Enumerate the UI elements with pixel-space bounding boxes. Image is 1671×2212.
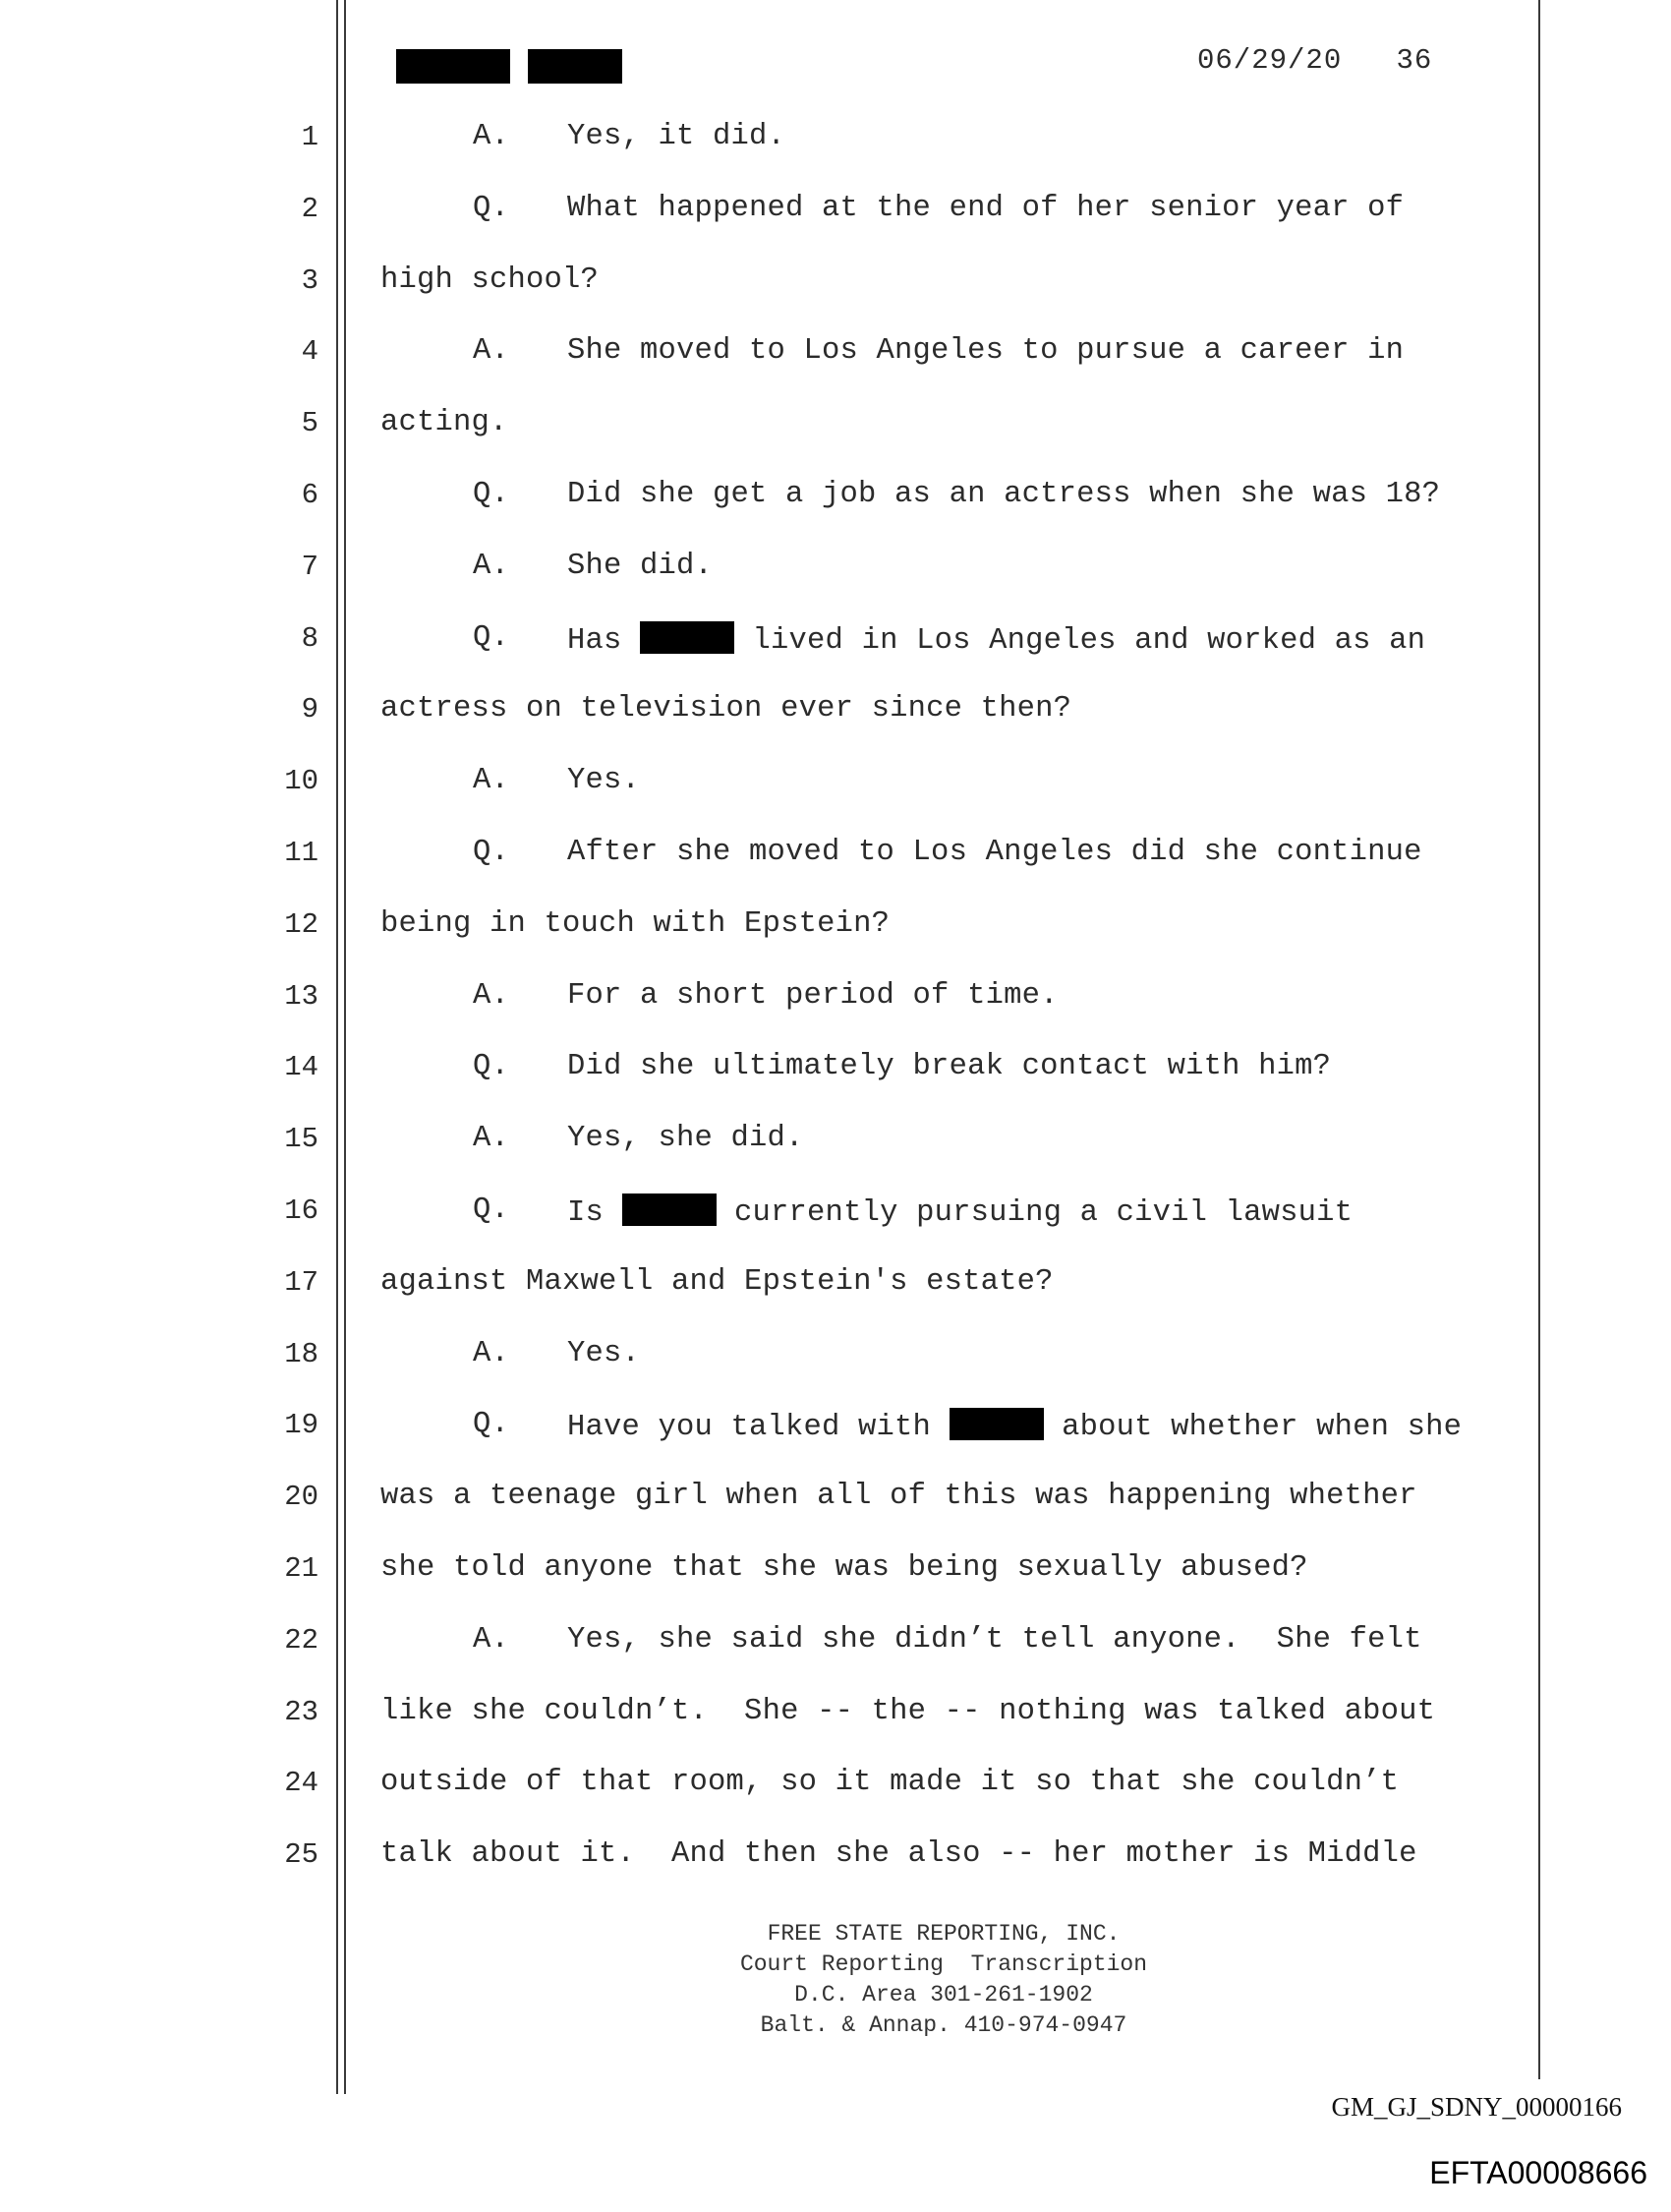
line-number: 21 [284,1552,318,1585]
transcript-line: Yes, she did. [567,1122,804,1155]
header-date-page [1197,44,1432,77]
header-date: 06/29/20 [1197,44,1343,77]
name-redaction [640,621,734,654]
line-number: 23 [284,1696,318,1728]
transcript-line: Did she ultimately break contact with him? [567,1050,1332,1083]
left-margin-rule-inner [344,0,346,2094]
line-number: 24 [284,1767,318,1799]
transcript-line: she told anyone that she was being sexually abused? [380,1551,1308,1585]
footer-services: Court Reporting Transcription [739,1951,1148,1977]
efta-number: EFTA00008666 [1429,2155,1647,2190]
name-redaction [950,1408,1044,1440]
line-text: currently pursuing a civil lawsuit [734,1196,1354,1230]
speaker-label: A. [473,1623,510,1657]
transcript-line: Yes, it did. [567,120,786,153]
footer-company: FREE STATE REPORTING, INC. [767,1921,1121,1947]
transcript-line [567,1408,1462,1444]
line-number: 7 [301,551,318,583]
footer-balt-phone: Balt. & Annap. 410-974-0947 [760,2012,1127,2038]
speaker-label: Q. [473,1050,510,1083]
speaker-label: Q. [473,1193,510,1227]
footer-dc-phone: D.C. Area 301-261-1902 [794,1982,1093,2008]
line-text: about whether when she [1062,1411,1463,1444]
line-number: 8 [301,622,318,655]
right-margin-rule [1538,0,1540,2079]
transcript-line: Did she get a job as an actress when she was 18? [567,478,1441,511]
speaker-label: Q. [473,1408,510,1441]
line-number: 14 [284,1051,318,1083]
line-number: 4 [301,335,318,368]
speaker-label: A. [473,334,510,368]
transcript-line: against Maxwell and Epstein's estate? [380,1265,1054,1299]
header-redaction-1 [396,49,510,84]
line-number: 1 [301,121,318,153]
left-margin-rule-outer [336,0,338,2094]
line-number: 2 [301,193,318,225]
speaker-label: A. [473,764,510,797]
transcript-line [567,621,1425,658]
line-number: 20 [284,1481,318,1513]
transcript-line: Yes, she said she didn’t tell anyone. She felt [567,1623,1422,1657]
line-text-before-redaction: Is [567,1196,605,1230]
transcript-line: Yes. [567,1337,641,1370]
transcript-line: high school? [380,263,600,297]
line-number: 6 [301,479,318,511]
transcript-line: outside of that room, so it made it so that she couldn’t [380,1766,1400,1799]
reporter-footer [590,1919,1297,2041]
transcript-line: After she moved to Los Angeles did she continue [567,836,1422,869]
line-number: 9 [301,693,318,726]
transcript-line: was a teenage girl when all of this was happening whether [380,1480,1417,1513]
transcript-line: She moved to Los Angeles to pursue a career in [567,334,1405,368]
line-number: 5 [301,407,318,439]
line-text-before-redaction: Have you talked with [567,1411,932,1444]
speaker-label: Q. [473,192,510,225]
transcript-line: acting. [380,406,508,439]
transcript-line: being in touch with Epstein? [380,907,891,941]
line-number: 12 [284,908,318,941]
transcript-line [567,1193,1353,1230]
line-number: 19 [284,1409,318,1441]
speaker-label: A. [473,1122,510,1155]
speaker-label: Q. [473,621,510,655]
line-number: 17 [284,1266,318,1299]
transcript-line: She did. [567,550,714,583]
transcript-line: like she couldn’t. She -- the -- nothing was talked about [380,1695,1436,1728]
header-page-number: 36 [1396,44,1433,77]
line-number: 25 [284,1838,318,1871]
transcript-line: talk about it. And then she also -- her mother is Middle [380,1837,1417,1871]
line-number: 11 [284,837,318,869]
line-number: 13 [284,980,318,1013]
line-text-before-redaction: Has [567,624,622,658]
speaker-label: A. [473,1337,510,1370]
transcript-line: actress on television ever since then? [380,692,1072,726]
line-number: 10 [284,765,318,797]
line-number: 22 [284,1624,318,1657]
line-number: 16 [284,1194,318,1227]
transcript-line: Yes. [567,764,641,797]
line-number: 3 [301,264,318,297]
line-number: 15 [284,1123,318,1155]
transcript-line: What happened at the end of her senior year of [567,192,1405,225]
line-text: lived in Los Angeles and worked as an [752,624,1426,658]
transcript-line: For a short period of time. [567,979,1059,1013]
speaker-label: A. [473,120,510,153]
name-redaction [622,1193,717,1226]
header-redaction-2 [528,49,622,84]
speaker-label: A. [473,979,510,1013]
speaker-label: Q. [473,478,510,511]
speaker-label: Q. [473,836,510,869]
speaker-label: A. [473,550,510,583]
bates-number: GM_GJ_SDNY_00000166 [1331,2092,1622,2122]
line-number: 18 [284,1338,318,1370]
